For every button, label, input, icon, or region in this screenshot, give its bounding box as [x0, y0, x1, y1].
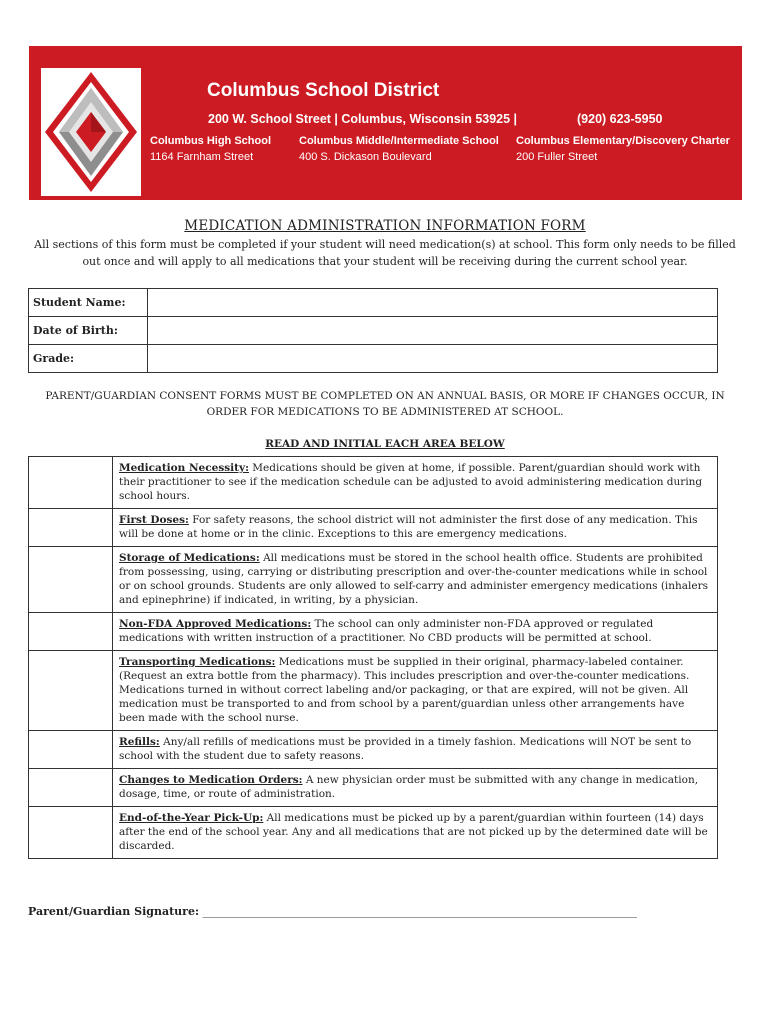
initial-box[interactable]: [29, 509, 113, 547]
rule-row: [29, 651, 718, 731]
rule-text: [113, 651, 718, 731]
rule-text: [113, 807, 718, 859]
grade-row: [29, 345, 718, 373]
district-address: 200 W. School Street | Columbus, Wisconsin 53925 |: [208, 112, 518, 126]
rule-row: [29, 509, 718, 547]
initial-box[interactable]: [29, 807, 113, 859]
rule-row: [29, 547, 718, 613]
district-phone: (920) 623-5950: [577, 112, 663, 126]
rule-title: Storage of Medications:: [119, 552, 260, 564]
district-logo: [41, 68, 141, 196]
rule-title: Refills:: [119, 736, 160, 748]
signature-line[interactable]: _______________________________________________________________________________: [202, 905, 638, 918]
school-middle: [299, 133, 499, 165]
rule-row: [29, 457, 718, 509]
district-name: Columbus School District: [207, 80, 440, 101]
grade-field[interactable]: [148, 345, 718, 373]
rule-row: [29, 769, 718, 807]
rule-title: Non-FDA Approved Medications:: [119, 618, 312, 630]
school-address: 200 Fuller Street: [516, 151, 598, 163]
initial-box[interactable]: [29, 457, 113, 509]
rule-row: [29, 613, 718, 651]
initial-box[interactable]: [29, 769, 113, 807]
initial-box[interactable]: [29, 731, 113, 769]
rule-body: All medications must be picked up by a parent/guardian within fourteen (14) days after the end of the school year. Any and all medications that are not picked up by the determined date will be discarded.: [119, 812, 708, 852]
school-address: 1164 Farnham Street: [150, 151, 254, 163]
rule-row: [29, 731, 718, 769]
rule-title: First Doses:: [119, 514, 189, 526]
initial-box[interactable]: [29, 651, 113, 731]
rule-body: For safety reasons, the school district will not administer the first dose of any medication. This will be done at home or in the clinic. Exceptions to this are emergency medications.: [119, 514, 698, 540]
student-name-label: Student Name:: [29, 289, 148, 317]
rule-title: Medication Necessity:: [119, 462, 249, 474]
rule-body: A new physician order must be submitted with any change in medication, dosage, time, or route of administration.: [119, 774, 699, 800]
grade-label: Grade:: [29, 345, 148, 373]
rule-body: Medications must be supplied in their original, pharmacy-labeled container. (Request an extra bottle from the pharmacy). This includes prescription and over-the-counter medications. Medications turned in without correct labeling and/or packaging, or that are expired, will not be given. All medication must be transported to and from school by a parent/guardian unless other arrangements have been made with the school nurse.: [119, 656, 690, 724]
signature-section: [28, 905, 637, 918]
form-intro: All sections of this form must be completed if your student will need medication(s) at school. This form only needs to be filled out once and will apply to all medications that your student will be receiving during the current school year.: [34, 238, 736, 268]
rule-title: End-of-the-Year Pick-Up:: [119, 812, 264, 824]
date-of-birth-row: [29, 317, 718, 345]
read-and-initial-heading: READ AND INITIAL EACH AREA BELOW: [265, 438, 505, 450]
rule-body: Any/all refills of medications must be provided in a timely fashion. Medications will NOT be sent to school with the student due to safety reasons.: [119, 736, 692, 762]
school-name: Columbus Middle/Intermediate School: [299, 135, 499, 147]
rule-body: All medications must be stored in the school health office. Students are prohibited from possessing, using, carrying or distributing prescription and over-the-counter medications while in school or on school grounds. Students are only allowed to self-carry and administer emergency medications (inhalers and epinephrine) if indicated, in writing, by a physician.: [119, 552, 709, 606]
initial-box[interactable]: [29, 613, 113, 651]
school-elementary: [516, 133, 730, 165]
rule-text: [113, 509, 718, 547]
date-of-birth-label: Date of Birth:: [29, 317, 148, 345]
rule-text: [113, 457, 718, 509]
rule-body: The school can only administer non-FDA approved or regulated medications with written instruction of a practitioner. No CBD products will be permitted at school.: [119, 618, 654, 644]
rules-table: [28, 456, 718, 859]
student-name-field[interactable]: [148, 289, 718, 317]
school-name: Columbus High School: [150, 135, 271, 147]
rule-row: [29, 807, 718, 859]
date-of-birth-field[interactable]: [148, 317, 718, 345]
school-name: Columbus Elementary/Discovery Charter: [516, 135, 730, 147]
rule-text: [113, 547, 718, 613]
initial-box[interactable]: [29, 547, 113, 613]
rule-text: [113, 769, 718, 807]
school-address: 400 S. Dickason Boulevard: [299, 151, 432, 163]
rule-text: [113, 613, 718, 651]
student-name-row: [29, 289, 718, 317]
rule-title: Transporting Medications:: [119, 656, 276, 668]
rule-body: Medications should be given at home, if possible. Parent/guardian should work with their practitioner to see if the medication schedule can be adjusted to avoid administering medication during school hours.: [119, 462, 703, 502]
rule-title: Changes to Medication Orders:: [119, 774, 303, 786]
student-info-table: [28, 288, 718, 373]
form-title: MEDICATION ADMINISTRATION INFORMATION FORM: [184, 218, 586, 234]
consent-notice: PARENT/GUARDIAN CONSENT FORMS MUST BE COMPLETED ON AN ANNUAL BASIS, OR MORE IF CHANGES OCCUR, IN ORDER FOR MEDICATIONS TO BE ADMINISTERED AT SCHOOL.: [45, 390, 725, 418]
signature-label: Parent/Guardian Signature:: [28, 905, 200, 918]
rule-text: [113, 731, 718, 769]
school-high: [150, 133, 271, 165]
